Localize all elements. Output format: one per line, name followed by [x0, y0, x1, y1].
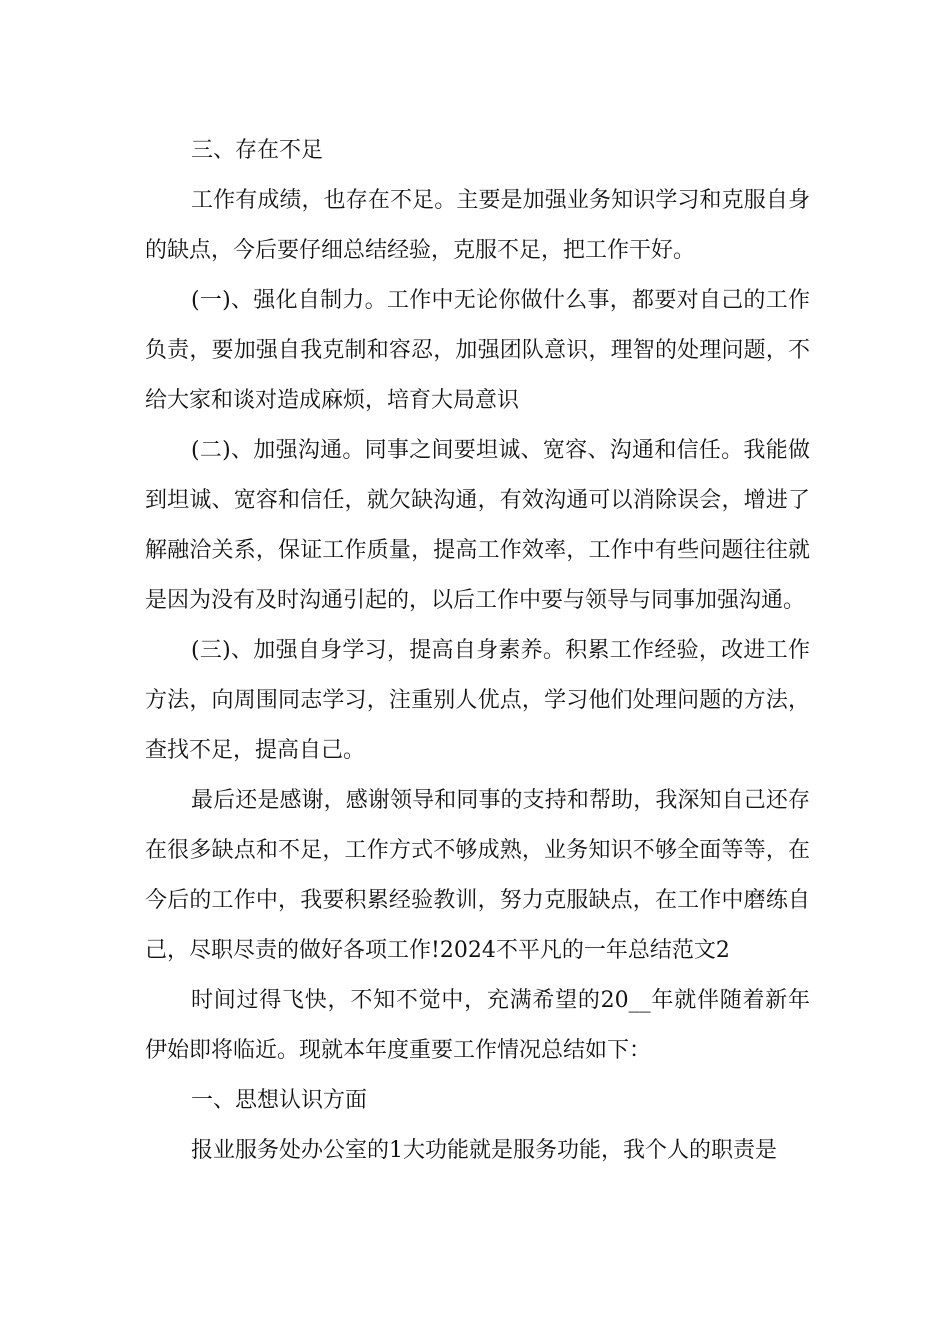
paragraph-shortcomings-intro: 工作有成绩，也存在不足。主要是加强业务知识学习和克服自身的缺点，今后要仔细总结经验，克服不足，把工作干好。	[145, 188, 810, 263]
paragraph-office-function: 报业服务处办公室的1大功能就是服务功能，我个人的职责是	[191, 1138, 777, 1163]
paragraph-thanks: 最后还是感谢，感谢领导和同事的支持和帮助，我深知自己还存在很多缺点和不足，工作方式不够成熟，业务知识不够全面等等，在今后的工作中，我要积累经验教训，努力克服缺点，在工作中磨练自己，尽职尽责的做好各项工作!2024不平凡的一年总结范文2	[145, 788, 810, 963]
paragraph-self-control: (一)、强化自制力。工作中无论你做什么事，都要对自己的工作负责，要加强自我克制和容忍，加强团队意识，理智的处理问题，不给大家和谈对造成麻烦，培育大局意识	[145, 288, 810, 413]
document-body	[145, 126, 810, 1176]
section-heading-ideology: 一、思想认识方面	[191, 1088, 368, 1113]
paragraph-communication: (二)、加强沟通。同事之间要坦诚、宽容、沟通和信任。我能做到坦诚、宽容和信任，就欠缺沟通，有效沟通可以消除误会，增进了解融洽关系，保证工作质量，提高工作效率，工作中有些问题往往就是因为没有及时沟通引起的，以后工作中要与领导与同事加强沟通。	[145, 438, 810, 613]
paragraph-year-intro: 时间过得飞快，不知不觉中，充满希望的20__年就伴随着新年伊始即将临近。现就本年度重要工作情况总结如下：	[145, 988, 810, 1063]
paragraph-self-study: (三)、加强自身学习，提高自身素养。积累工作经验，改进工作方法，向周围同志学习，注重别人优点，学习他们处理问题的方法，查找不足，提高自己。	[145, 638, 810, 763]
section-heading-shortcomings: 三、存在不足	[191, 138, 324, 163]
